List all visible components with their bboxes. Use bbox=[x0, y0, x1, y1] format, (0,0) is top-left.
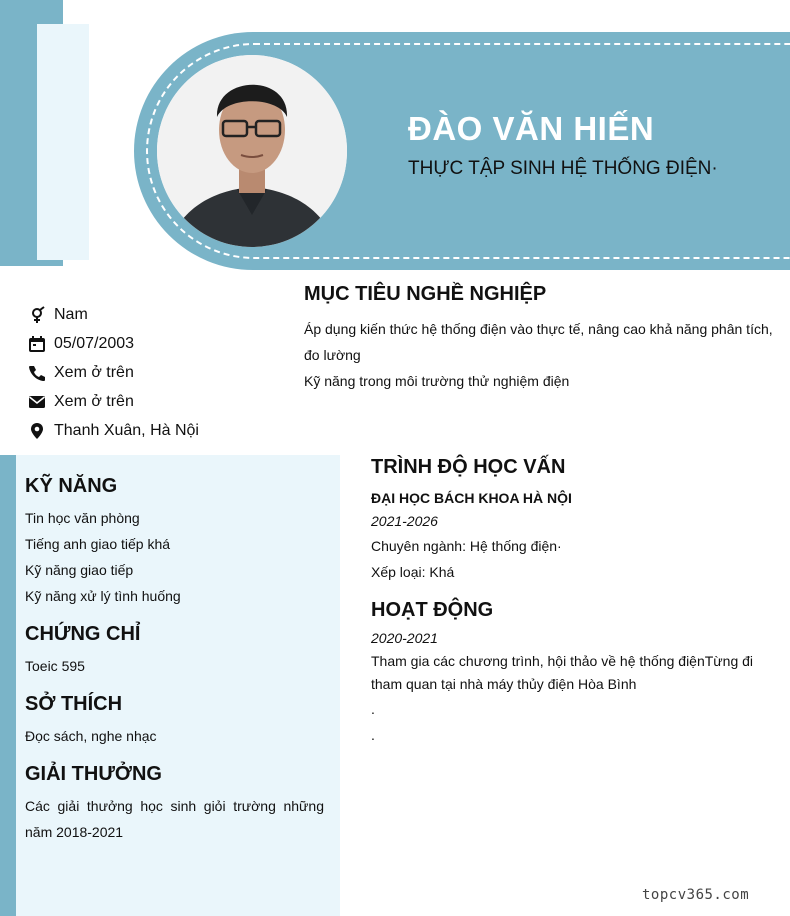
personal-info bbox=[28, 300, 199, 445]
left-column-accent bbox=[0, 455, 16, 916]
job-title: THỰC TẬP SINH HỆ THỐNG ĐIỆN· bbox=[408, 158, 718, 179]
hobbies-section bbox=[25, 693, 324, 749]
awards-heading: GIẢI THƯỞNG bbox=[25, 763, 162, 785]
skill-item: Kỹ năng giao tiếp bbox=[25, 562, 134, 578]
calendar-icon bbox=[28, 335, 46, 353]
activities-period: 2020-2021 bbox=[371, 630, 438, 646]
skills-heading: KỸ NĂNG bbox=[25, 475, 118, 497]
certificates-section bbox=[25, 623, 324, 679]
left-column bbox=[16, 455, 340, 916]
awards-text: Các giải thưởng học sinh giỏi trường những năm 2018-2021 bbox=[25, 798, 324, 840]
candidate-name: ĐÀO VĂN HIẾN bbox=[408, 110, 655, 147]
address-value: Thanh Xuân, Hà Nội bbox=[54, 421, 199, 439]
email-value[interactable]: Xem ở trên bbox=[54, 392, 134, 410]
activities-description: Tham gia các chương trình, hội thảo về hệ thống điệnTừng đi tham quan tại nhà máy thủy điện Hòa Bình bbox=[371, 653, 754, 692]
certificates-heading: CHỨNG CHỈ bbox=[25, 623, 141, 645]
avatar bbox=[157, 55, 347, 247]
objective-line: Áp dụng kiến thức hệ thống điện vào thực tế, nâng cao khả năng phân tích, đo lường bbox=[304, 321, 773, 363]
activities-extra-line: . bbox=[371, 701, 375, 717]
hobbies-heading: SỞ THÍCH bbox=[25, 693, 123, 715]
activities-section bbox=[371, 599, 771, 748]
header-accent-panel bbox=[37, 24, 89, 260]
objective-section bbox=[304, 283, 780, 394]
phone-value[interactable]: Xem ở trên bbox=[54, 363, 134, 381]
education-heading: TRÌNH ĐỘ HỌC VẤN bbox=[371, 456, 566, 478]
info-email bbox=[28, 387, 199, 416]
awards-section bbox=[25, 763, 324, 845]
info-phone bbox=[28, 358, 199, 387]
activities-heading: HOẠT ĐỘNG bbox=[371, 599, 494, 621]
email-icon bbox=[28, 393, 46, 411]
info-gender bbox=[28, 300, 199, 329]
info-address bbox=[28, 416, 199, 445]
education-rank: Xếp loại: Khá bbox=[371, 564, 455, 580]
education-period: 2021-2026 bbox=[371, 513, 438, 529]
school-name: ĐẠI HỌC BÁCH KHOA HÀ NỘI bbox=[371, 490, 572, 506]
education-major: Chuyên ngành: Hệ thống điện· bbox=[371, 538, 562, 554]
skill-item: Tin học văn phòng bbox=[25, 510, 140, 526]
info-dob bbox=[28, 329, 199, 358]
hobbies-text: Đọc sách, nghe nhạc bbox=[25, 728, 157, 744]
skill-item: Kỹ năng xử lý tình huống bbox=[25, 588, 181, 604]
activities-extra-line: . bbox=[371, 727, 375, 743]
phone-icon bbox=[28, 364, 46, 382]
certificate-item: Toeic 595 bbox=[25, 658, 85, 674]
objective-line: Kỹ năng trong môi trường thử nghiệm điện bbox=[304, 373, 570, 389]
education-section bbox=[371, 456, 771, 585]
gender-icon bbox=[28, 306, 46, 324]
objective-heading: MỤC TIÊU NGHỀ NGHIỆP bbox=[304, 283, 547, 305]
skill-item: Tiếng anh giao tiếp khá bbox=[25, 536, 171, 552]
gender-value: Nam bbox=[54, 305, 88, 323]
watermark: topcv365.com bbox=[642, 887, 750, 903]
dob-value: 05/07/2003 bbox=[54, 334, 135, 352]
right-column bbox=[371, 456, 771, 762]
location-icon bbox=[28, 422, 46, 440]
skills-section bbox=[25, 475, 324, 609]
